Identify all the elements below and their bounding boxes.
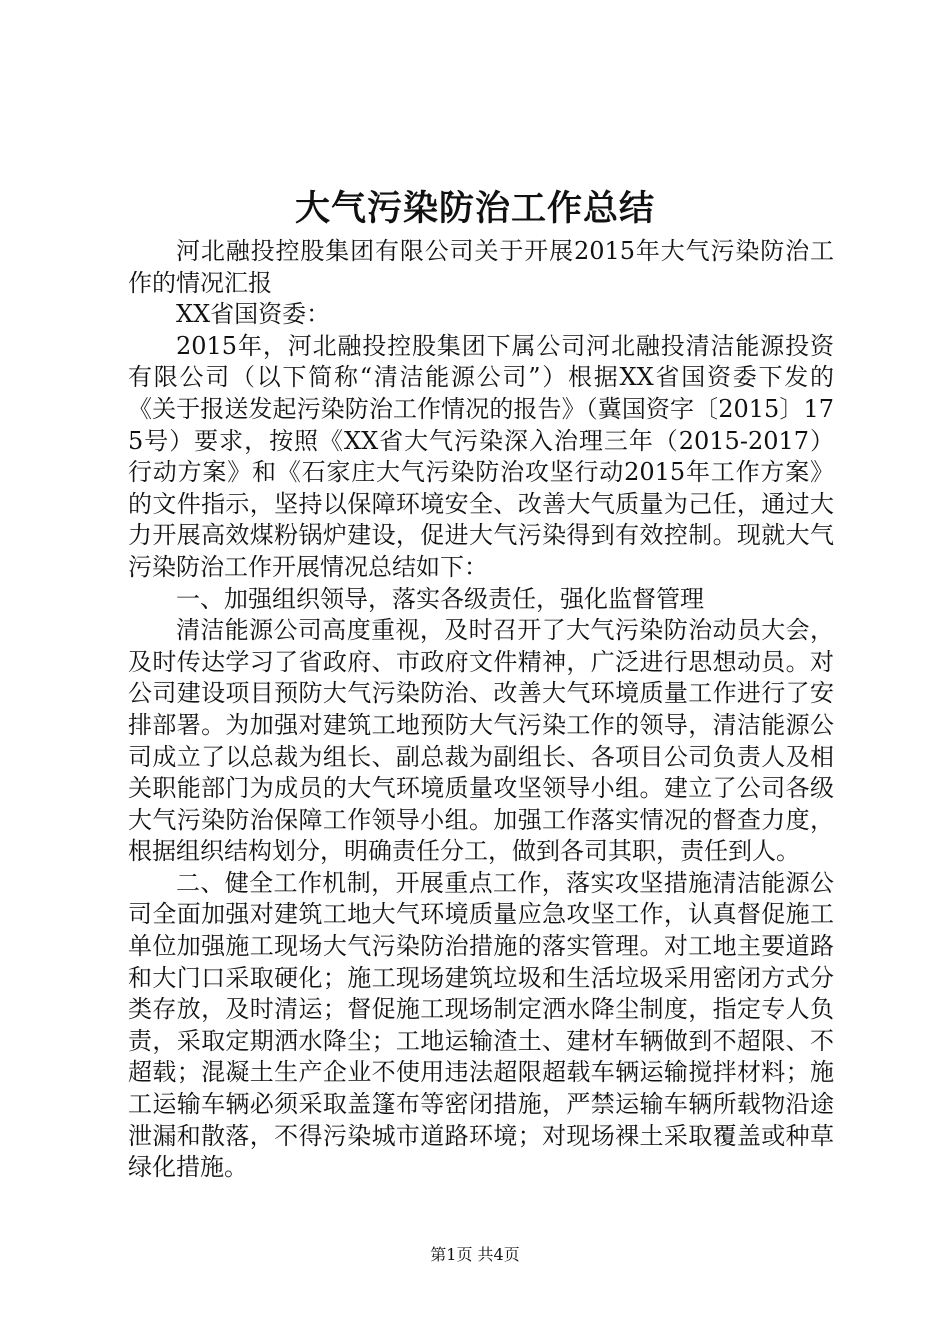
paragraph-introduction: 2015年，河北融投控股集团下属公司河北融投清洁能源投资有限公司（以下简称“清洁能源公司”）根据XX省国资委下发的《关于报送发起污染防治工作情况的报告》（冀国资字〔2015〕175号）要求，按照《XX省大气污染深入治理三年（2015-2017）行动方案》和《石家庄大气污染防治攻坚行动2015年工作方案》的文件指示，坚持以保障环境安全、改善大气质量为己任，通过大力开展高效煤粉锅炉建设，促进大气污染得到有效控制。现就大气污染防治工作开展情况总结如下： [128,331,834,581]
document-body [128,236,834,1184]
paragraph-section-1: 清洁能源公司高度重视，及时召开了大气污染防治动员大会，及时传达学习了省政府、市政府文件精神，广泛进行思想动员。对公司建设项目预防大气污染防治、改善大气环境质量工作进行了安排部署。为加强对建筑工地预防大气污染工作的领导，清洁能源公司成立了以总裁为组长、副总裁为副组长、各项目公司负责人及相关职能部门为成员的大气环境质量攻坚领导小组。建立了公司各级大气污染防治保障工作领导小组。加强工作落实情况的督查力度，根据组织结构划分，明确责任分工，做到各司其职，责任到人。 [128,616,834,866]
paragraph-section-2: 二、健全工作机制，开展重点工作，落实攻坚措施清洁能源公司全面加强对建筑工地大气环境质量应急攻坚工作，认真督促施工单位加强施工现场大气污染防治措施的落实管理。对工地主要道路和大门口采取硬化；施工现场建筑垃圾和生活垃圾采用密闭方式分类存放，及时清运；督促施工现场制定洒水降尘制度，指定专人负责，采取定期洒水降尘；工地运输渣土、建材车辆做到不超限、不超载；混凝土生产企业不使用违法超限超载车辆运输搅拌材料；施工运输车辆必须采取盖篷布等密闭措施，严禁运输车辆所载物沿途泄漏和散落，不得污染城市道路环境；对现场裸土采取覆盖或种草绿化措施。 [128,868,834,1182]
section-heading-1: 一、加强组织领导，落实各级责任，强化监督管理 [176,584,704,613]
paragraph-report-heading: 河北融投控股集团有限公司关于开展2015年大气污染防治工作的情况汇报 [128,237,834,297]
document-title: 大气污染防治工作总结 [294,188,655,229]
paragraph-salutation: XX省国资委： [176,300,331,329]
page-number-footer: 第1页 共4页 [430,1245,520,1264]
